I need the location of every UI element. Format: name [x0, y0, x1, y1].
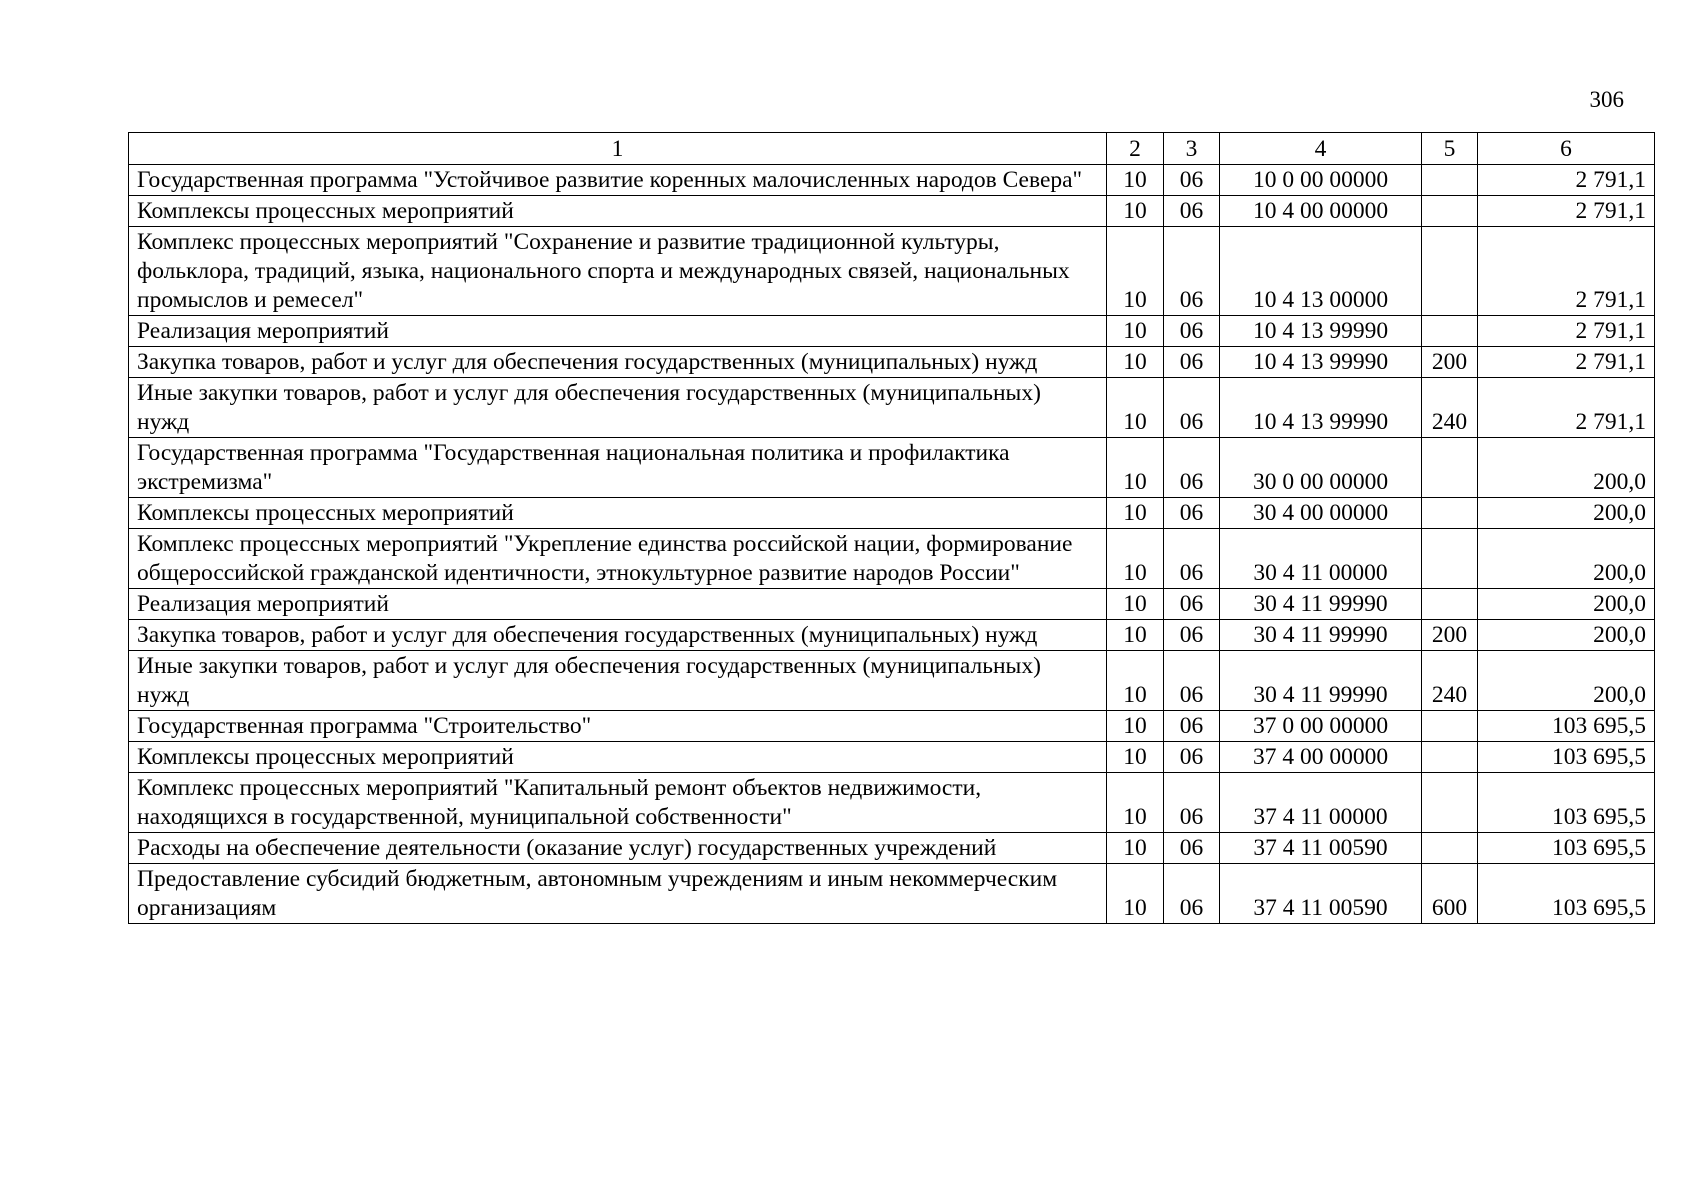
cell-section: 10 — [1107, 378, 1164, 438]
table-row — [129, 165, 1655, 196]
header-cell-1: 1 — [129, 133, 1107, 165]
cell-expense-type — [1422, 529, 1478, 589]
cell-section: 10 — [1107, 438, 1164, 498]
cell-amount: 200,0 — [1478, 438, 1655, 498]
cell-section: 10 — [1107, 864, 1164, 924]
table-row — [129, 773, 1655, 833]
table-body — [129, 133, 1655, 924]
header-cell-6: 6 — [1478, 133, 1655, 165]
budget-table — [128, 132, 1655, 924]
cell-target-article: 30 0 00 00000 — [1220, 438, 1422, 498]
cell-expense-type — [1422, 589, 1478, 620]
table-row — [129, 227, 1655, 316]
cell-target-article: 10 4 13 99990 — [1220, 378, 1422, 438]
cell-expense-type — [1422, 438, 1478, 498]
cell-section: 10 — [1107, 227, 1164, 316]
cell-name: Иные закупки товаров, работ и услуг для обеспечения государственных (муниципальных) нужд — [129, 651, 1107, 711]
cell-amount: 200,0 — [1478, 620, 1655, 651]
table-row — [129, 589, 1655, 620]
cell-amount: 2 791,1 — [1478, 347, 1655, 378]
table-row — [129, 196, 1655, 227]
cell-target-article: 30 4 11 00000 — [1220, 529, 1422, 589]
table-row — [129, 529, 1655, 589]
table-row — [129, 316, 1655, 347]
table-row — [129, 833, 1655, 864]
header-cell-4: 4 — [1220, 133, 1422, 165]
cell-section: 10 — [1107, 316, 1164, 347]
page-number: 306 — [1589, 87, 1624, 112]
cell-target-article: 10 0 00 00000 — [1220, 165, 1422, 196]
cell-subsection: 06 — [1164, 196, 1220, 227]
cell-expense-type — [1422, 316, 1478, 347]
cell-section: 10 — [1107, 498, 1164, 529]
cell-subsection: 06 — [1164, 316, 1220, 347]
table-header-row — [129, 133, 1655, 165]
cell-name: Комплексы процессных мероприятий — [129, 742, 1107, 773]
cell-name: Иные закупки товаров, работ и услуг для обеспечения государственных (муниципальных) нужд — [129, 378, 1107, 438]
cell-subsection: 06 — [1164, 833, 1220, 864]
cell-subsection: 06 — [1164, 438, 1220, 498]
cell-expense-type: 240 — [1422, 651, 1478, 711]
cell-target-article: 10 4 13 99990 — [1220, 316, 1422, 347]
table-row — [129, 378, 1655, 438]
cell-section: 10 — [1107, 589, 1164, 620]
table-row — [129, 742, 1655, 773]
cell-target-article: 30 4 11 99990 — [1220, 589, 1422, 620]
cell-subsection: 06 — [1164, 620, 1220, 651]
cell-amount: 103 695,5 — [1478, 711, 1655, 742]
table-row — [129, 864, 1655, 924]
cell-expense-type — [1422, 498, 1478, 529]
cell-target-article: 37 4 11 00000 — [1220, 773, 1422, 833]
header-cell-3: 3 — [1164, 133, 1220, 165]
cell-expense-type: 600 — [1422, 864, 1478, 924]
cell-name: Комплекс процессных мероприятий "Укрепление единства российской нации, формирование общероссийской гражданской идентичности, этнокультурное развитие народов России" — [129, 529, 1107, 589]
cell-subsection: 06 — [1164, 227, 1220, 316]
cell-expense-type: 200 — [1422, 347, 1478, 378]
cell-name: Реализация мероприятий — [129, 589, 1107, 620]
cell-amount: 103 695,5 — [1478, 864, 1655, 924]
cell-target-article: 10 4 00 00000 — [1220, 196, 1422, 227]
cell-expense-type: 200 — [1422, 620, 1478, 651]
cell-subsection: 06 — [1164, 742, 1220, 773]
cell-amount: 2 791,1 — [1478, 378, 1655, 438]
cell-subsection: 06 — [1164, 529, 1220, 589]
cell-section: 10 — [1107, 165, 1164, 196]
cell-subsection: 06 — [1164, 773, 1220, 833]
cell-expense-type — [1422, 833, 1478, 864]
cell-section: 10 — [1107, 651, 1164, 711]
cell-name: Комплексы процессных мероприятий — [129, 498, 1107, 529]
cell-name: Государственная программа "Строительство" — [129, 711, 1107, 742]
cell-subsection: 06 — [1164, 347, 1220, 378]
header-cell-5: 5 — [1422, 133, 1478, 165]
table-row — [129, 347, 1655, 378]
cell-section: 10 — [1107, 620, 1164, 651]
cell-name: Комплекс процессных мероприятий "Капитальный ремонт объектов недвижимости, находящихся в государственной, муниципальной собственности" — [129, 773, 1107, 833]
cell-amount: 103 695,5 — [1478, 773, 1655, 833]
cell-section: 10 — [1107, 773, 1164, 833]
cell-section: 10 — [1107, 711, 1164, 742]
header-cell-2: 2 — [1107, 133, 1164, 165]
cell-section: 10 — [1107, 742, 1164, 773]
cell-target-article: 30 4 11 99990 — [1220, 651, 1422, 711]
cell-target-article: 10 4 13 99990 — [1220, 347, 1422, 378]
cell-subsection: 06 — [1164, 864, 1220, 924]
cell-target-article: 30 4 00 00000 — [1220, 498, 1422, 529]
cell-name: Государственная программа "Устойчивое развитие коренных малочисленных народов Севера" — [129, 165, 1107, 196]
cell-subsection: 06 — [1164, 651, 1220, 711]
cell-amount: 200,0 — [1478, 529, 1655, 589]
cell-target-article: 37 4 00 00000 — [1220, 742, 1422, 773]
cell-subsection: 06 — [1164, 378, 1220, 438]
table-row — [129, 651, 1655, 711]
table-row — [129, 711, 1655, 742]
cell-amount: 200,0 — [1478, 589, 1655, 620]
cell-name: Комплексы процессных мероприятий — [129, 196, 1107, 227]
cell-amount: 2 791,1 — [1478, 316, 1655, 347]
cell-section: 10 — [1107, 529, 1164, 589]
cell-name: Расходы на обеспечение деятельности (оказание услуг) государственных учреждений — [129, 833, 1107, 864]
cell-expense-type — [1422, 165, 1478, 196]
table-row — [129, 620, 1655, 651]
cell-name: Предоставление субсидий бюджетным, автономным учреждениям и иным некоммерческим организациям — [129, 864, 1107, 924]
cell-name: Государственная программа "Государственная национальная политика и профилактика экстремизма" — [129, 438, 1107, 498]
cell-expense-type — [1422, 196, 1478, 227]
cell-name: Закупка товаров, работ и услуг для обеспечения государственных (муниципальных) нужд — [129, 347, 1107, 378]
cell-amount: 2 791,1 — [1478, 227, 1655, 316]
cell-target-article: 37 0 00 00000 — [1220, 711, 1422, 742]
cell-target-article: 37 4 11 00590 — [1220, 833, 1422, 864]
table-row — [129, 438, 1655, 498]
cell-expense-type — [1422, 742, 1478, 773]
cell-subsection: 06 — [1164, 711, 1220, 742]
cell-name: Комплекс процессных мероприятий "Сохранение и развитие традиционной культуры, фольклора, традиций, языка, национального спорта и международных связей, национальных промыслов и ремесел" — [129, 227, 1107, 316]
cell-amount: 200,0 — [1478, 498, 1655, 529]
cell-target-article: 37 4 11 00590 — [1220, 864, 1422, 924]
cell-amount: 2 791,1 — [1478, 196, 1655, 227]
cell-name: Реализация мероприятий — [129, 316, 1107, 347]
cell-section: 10 — [1107, 347, 1164, 378]
cell-expense-type — [1422, 227, 1478, 316]
cell-expense-type — [1422, 711, 1478, 742]
cell-amount: 2 791,1 — [1478, 165, 1655, 196]
cell-amount: 200,0 — [1478, 651, 1655, 711]
cell-section: 10 — [1107, 833, 1164, 864]
cell-subsection: 06 — [1164, 165, 1220, 196]
cell-expense-type — [1422, 773, 1478, 833]
cell-amount: 103 695,5 — [1478, 742, 1655, 773]
cell-target-article: 10 4 13 00000 — [1220, 227, 1422, 316]
cell-expense-type: 240 — [1422, 378, 1478, 438]
cell-name: Закупка товаров, работ и услуг для обеспечения государственных (муниципальных) нужд — [129, 620, 1107, 651]
cell-target-article: 30 4 11 99990 — [1220, 620, 1422, 651]
cell-subsection: 06 — [1164, 589, 1220, 620]
cell-amount: 103 695,5 — [1478, 833, 1655, 864]
cell-section: 10 — [1107, 196, 1164, 227]
cell-subsection: 06 — [1164, 498, 1220, 529]
table-row — [129, 498, 1655, 529]
